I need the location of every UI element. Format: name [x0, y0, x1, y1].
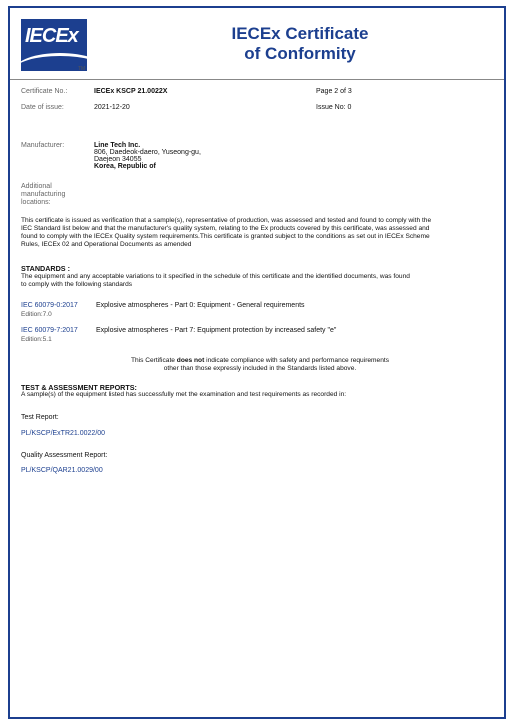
standard-edition-2: Edition:5.1	[21, 336, 52, 343]
verification-line-2: IEC Standard list below and that the manufacturer's quality system, relating to the Ex products covered by this certificate, was assessed and	[21, 225, 430, 232]
issue-number: Issue No: 0	[316, 104, 352, 111]
manufacturer-address-1: 806, Daedeok-daero, Yuseong-gu,	[94, 149, 201, 156]
page-number: Page 2 of 3	[316, 88, 352, 95]
header-divider	[10, 79, 504, 80]
reports-heading: TEST & ASSESSMENT REPORTS:	[21, 383, 137, 392]
reports-intro: A sample(s) of the equipment listed has successfully met the examination and test requirements as recorded in:	[21, 391, 347, 398]
test-report-label: Test Report:	[21, 414, 59, 421]
compliance-note	[110, 357, 410, 373]
verification-statement	[21, 217, 431, 249]
date-of-issue-label: Date of issue:	[21, 104, 64, 111]
manufacturer-country: Korea, Republic of	[94, 163, 156, 170]
standards-intro-line-2: to comply with the following standards	[21, 281, 133, 288]
qar-link[interactable]: PL/KSCP/QAR21.0029/00	[21, 467, 103, 474]
compliance-note-before: This Certificate	[130, 357, 175, 364]
verification-line-3: found to comply with the IECEx Quality system requirements.This certificate is granted subject to the conditions as set out in IECEx Scheme	[21, 233, 430, 240]
test-report-link[interactable]: PL/KSCP/ExTR21.0022/00	[21, 430, 106, 437]
standard-description-2: Explosive atmospheres - Part 7: Equipment protection by increased safety "e"	[96, 327, 337, 334]
standards-intro	[21, 273, 410, 289]
qar-label: Quality Assessment Report:	[21, 452, 108, 459]
verification-line-4: Rules, IECEx 02 and Operational Documents as amended	[21, 241, 192, 248]
additional-locations-label-3: locations:	[21, 199, 51, 206]
manufacturer-name: Line Tech Inc.	[94, 142, 141, 149]
standard-code-1[interactable]: IEC 60079-0:2017	[21, 302, 78, 309]
certificate-no-label: Certificate No.:	[21, 88, 68, 95]
compliance-note-line-1	[110, 357, 410, 365]
standard-description-1: Explosive atmospheres - Part 0: Equipment - General requirements	[96, 302, 305, 309]
logo-trademark: TM	[78, 66, 86, 72]
additional-locations-label-2: manufacturing	[21, 191, 66, 198]
date-of-issue: 2021-12-20	[94, 104, 130, 111]
compliance-note-after: indicate compliance with safety and performance requirements	[206, 357, 390, 364]
title-line-1: IECEx Certificate	[231, 24, 369, 43]
compliance-note-bold: does not	[176, 357, 205, 364]
manufacturer-address-2: Daejeon 34055	[94, 156, 142, 163]
standard-code-2[interactable]: IEC 60079-7:2017	[21, 327, 78, 334]
certificate-no: IECEx KSCP 21.0022X	[94, 88, 168, 95]
logo-text: IECEx	[25, 25, 78, 47]
manufacturer-label: Manufacturer:	[21, 142, 65, 149]
iecex-logo	[21, 19, 87, 71]
standard-edition-1: Edition:7.0	[21, 311, 52, 318]
standards-intro-line-1: The equipment and any acceptable variations to it specified in the schedule of this certificate and the identified documents, was found	[21, 273, 410, 280]
standards-heading: STANDARDS :	[21, 264, 70, 273]
verification-line-1: This certificate is issued as verification that a sample(s), representative of production, was assessed and tested and found to comply with the	[21, 217, 432, 224]
additional-locations-label-1: Additional	[21, 183, 52, 190]
compliance-note-line-2: other than those expressly included in the Standards listed above.	[163, 365, 357, 372]
title-line-2: of Conformity	[244, 44, 356, 63]
certificate-title	[180, 24, 420, 64]
